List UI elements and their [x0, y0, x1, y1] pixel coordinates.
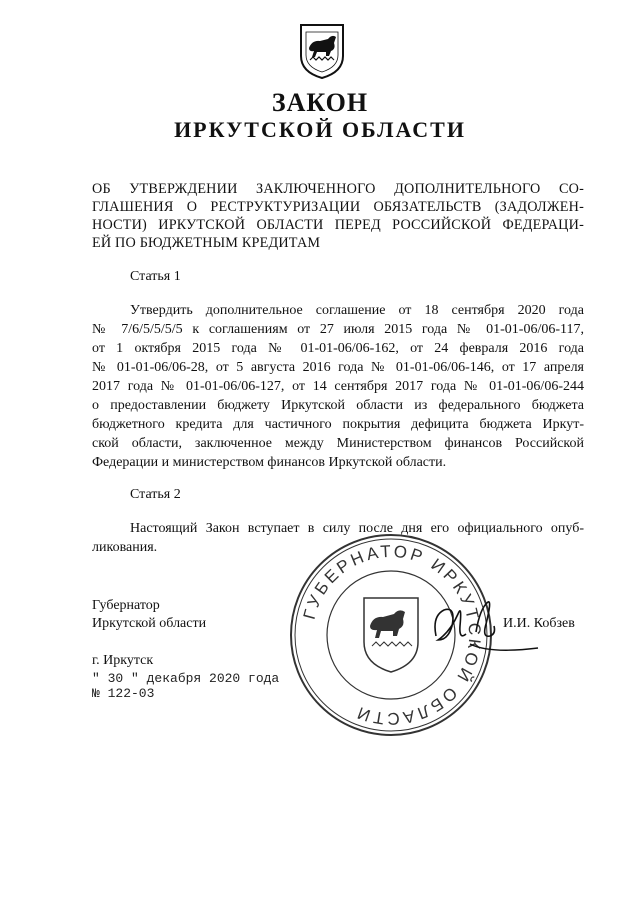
place-of-signing: г. Иркутск	[92, 653, 154, 668]
article-1-line: ской области, заключенное между Министерством финансов Российской	[92, 436, 584, 451]
article-1-line: № 7/6/5/5/5/5 к соглашениям от 27 июля 2015 года № 01-01-06/06-117,	[92, 322, 584, 337]
governor-position: Губернатор	[92, 598, 160, 613]
subject-line: ОБ УТВЕРЖДЕНИИ ЗАКЛЮЧЕННОГО ДОПОЛНИТЕЛЬНОГО СО-	[92, 181, 584, 197]
article-1-line: 2017 года № 01-01-06/06-127, от 14 сентября 2017 года № 01-01-06/06-244	[92, 379, 584, 394]
subject-line: НОСТИ) ИРКУТСКОЙ ОБЛАСТИ ПЕРЕД РОССИЙСКОЙ ФЕДЕРАЦИ-	[92, 217, 584, 233]
subject-line: ЕЙ ПО БЮДЖЕТНЫМ КРЕДИТАМ	[92, 235, 321, 251]
article-2-line: ликования.	[92, 540, 158, 555]
article-1-line: Утвердить дополнительное соглашение от 18 сентября 2020 года	[130, 303, 584, 318]
article-1-line: от 1 октября 2015 года № 01-01-06/06-162, от 24 февраля 2016 года	[92, 341, 584, 356]
governor-region: Иркутской области	[92, 616, 207, 631]
article-1-heading: Статья 1	[130, 269, 181, 284]
irkutsk-coat-of-arms-icon	[298, 22, 346, 80]
subject-line: ГЛАШЕНИЯ О РЕСТРУКТУРИЗАЦИИ ОБЯЗАТЕЛЬСТВ (ЗАДОЛЖЕН-	[92, 199, 584, 215]
law-number: № 122-03	[92, 686, 155, 701]
governor-name: И.И. Кобзев	[503, 616, 575, 631]
region-title: ИРКУТСКОЙ ОБЛАСТИ	[174, 117, 466, 142]
article-1-line: бюджетного кредита для частичного покрытия дефицита бюджета Иркут-	[92, 417, 584, 432]
article-2-heading: Статья 2	[130, 487, 181, 502]
article-2-line: Настоящий Закон вступает в силу после дня его официального опуб-	[130, 521, 584, 536]
article-1-line: Федерации и министерством финансов Иркутской области.	[92, 455, 447, 470]
seal-ring-text: ГУБЕРНАТОР ИРКУТСКОЙ ОБЛАСТИ	[299, 541, 485, 729]
signing-date: " 30 " декабря 2020 года	[92, 671, 280, 686]
law-title: ЗАКОН	[271, 88, 369, 117]
article-1-line: № 01-01-06/06-28, от 5 августа 2016 года № 01-01-06/06-146, от 17 апреля	[92, 360, 584, 375]
article-1-line: о предоставлении бюджету Иркутской области из федерального бюджета	[92, 398, 584, 413]
